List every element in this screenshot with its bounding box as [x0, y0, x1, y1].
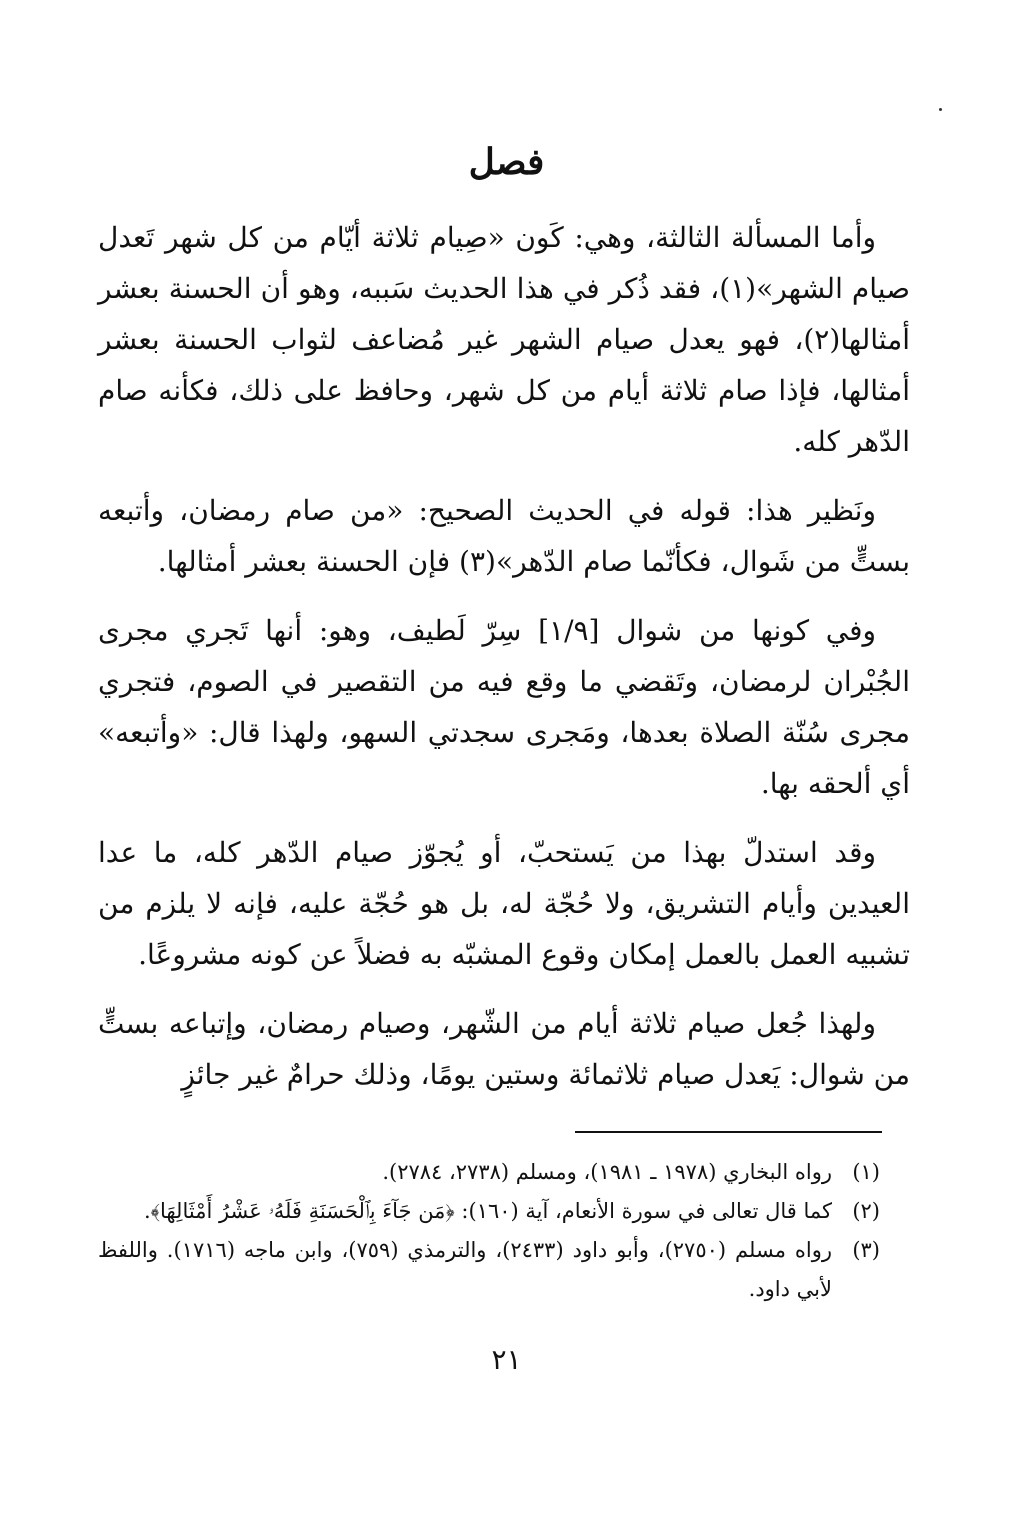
footnotes	[98, 1153, 880, 1309]
paragraph-2: ونَظير هذا: قوله في الحديث الصحيح: «من صام رمضان، وأتبعه بستٍّ من شَوال، فكأنّما صام الدّهر»(٣) فإن الحسنة بعشر أمثالها.	[98, 494, 910, 578]
paragraph-3: وفي كونها من شوال [١/٩] سِرّ لَطيف، وهو: أنها تَجري مجرى الجُبْران لرمضان، وتَقضي ما وقع فيه من التقصير في الصوم، فتجري مجرى سُنّة الصلاة بعدها، ومَجرى سجدتي السهو، ولهذا قال: «وأتبعه» أي ألحقه بها.	[98, 614, 910, 800]
main-text	[98, 212, 910, 1118]
paragraph-5: ولهذا جُعل صيام ثلاثة أيام من الشّهر، وصيام رمضان، وإتباعه بستٍّ من شوال: يَعدل صيام ثلاثمائة وستين يومًا، وذلك حرامٌ غير جائزٍ	[98, 1007, 910, 1091]
footnote-text: رواه مسلم (٢٧٥٠)، وأبو داود (٢٤٣٣)، والترمذي (٧٥٩)، وابن ماجه (١٧١٦). واللفظ لأبي داود.	[98, 1238, 832, 1301]
paragraph-4: وقد استدلّ بهذا من يَستحبّ، أو يُجوّز صيام الدّهر كله، ما عدا العيدين وأيام التشريق، ولا حُجّة له، بل هو حُجّة عليه، فإنه لا يلزم من تشبيه العمل بالعمل إمكان وقوع المشبّه به فضلاً عن كونه مشروعًا.	[98, 836, 910, 971]
footnote-text: كما قال تعالى في سورة الأنعام، آية (١٦٠): ﴿مَن جَآءَ بِٱلْحَسَنَةِ فَلَهُۥ عَشْرُ أَمْثَالِهَا﴾.	[144, 1199, 832, 1223]
footnote-number: (٣)	[852, 1238, 880, 1262]
paragraph-1: وأما المسألة الثالثة، وهي: كَون «صِيام ثلاثة أيّام من كل شهر تَعدل صيام الشهر»(١)، فقد ذُكر في هذا الحديث سَببه، وهو أن الحسنة بعشر أمثالها(٢)، فهو يعدل صيام الشهر غير مُضاعف لثواب الحسنة بعشر أمثالها، فإذا صام ثلاثة أيام من كل شهر، وحافظ على ذلك، فكأنه صام الدّهر كله.	[98, 221, 910, 458]
footnote-2	[98, 1192, 880, 1231]
ink-speck	[939, 108, 942, 111]
footnote-3	[98, 1231, 880, 1309]
footnote-1	[98, 1153, 880, 1192]
footnote-text: رواه البخاري (١٩٧٨ ـ ١٩٨١)، ومسلم (٢٧٣٨، ٢٧٨٤).	[382, 1160, 832, 1184]
footnote-number: (٢)	[852, 1199, 880, 1223]
section-heading: فصل	[468, 141, 545, 183]
footnote-separator	[575, 1131, 882, 1133]
footnote-number: (١)	[852, 1160, 880, 1184]
page-number: ٢١	[491, 1343, 522, 1376]
